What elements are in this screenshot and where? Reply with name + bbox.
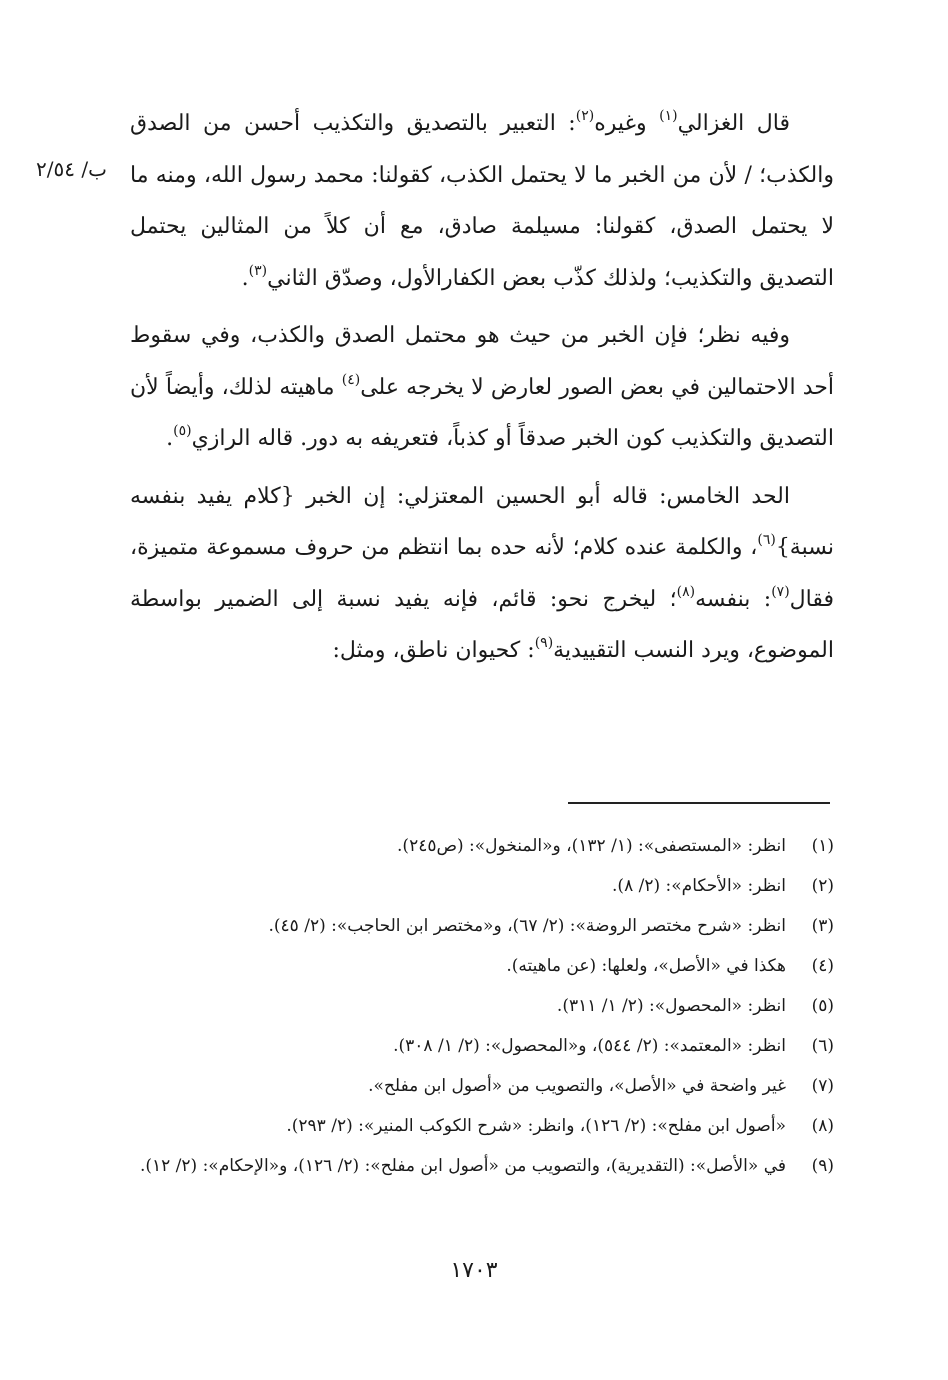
footnotes [130,826,834,1186]
main-text [130,98,834,683]
footnote-number: (٢) [811,876,834,896]
footnote [130,1106,834,1146]
footnote [130,826,834,866]
paragraph: قال الغزالي$^{(١)}$ وغيره$^{(٢)}$: التعبير بالتصديق والتكذيب أحسن من الصدق والكذب؛ / لأن من الخبر ما لا يحتمل الكذب، كقولنا: محمد رسول الله، ومنه ما لا يحتمل الصدق، كقولنا: مسيلمة صادق، مع أن كلاً من المثالين يحتمل التصديق والتكذيب؛ ولذلك كذّب بعض الكفارالأول، وصدّق الثاني$^{(٣)}$. [130,108,834,291]
footnote-marker: (٣) [248,262,268,279]
paragraph: الحد الخامس: قاله أبو الحسين المعتزلي: إن الخبر {كلام يفيد بنفسه نسبة}$^{(٦)}$، والكلمة عنده كلام؛ لأنه حده بما انتظم من حروف مسموعة متميزة، فقال$^{(٧)}$: بنفسه$^{(٨)}$؛ ليخرج نحو: قائم، فإنه يفيد نسبة إلى الضمير بواسطة الموضوع، ويرد النسب التقييدية$^{(٩)}$: كحيوان ناطق، ومثل: [130,483,834,663]
footnote-number: (٤) [811,956,834,976]
footnote-separator [568,802,830,804]
footnote [130,1066,834,1106]
footnote [130,986,834,1026]
footnote-marker: (٩) [534,635,554,651]
footnote-text: غير واضحة في «الأصل»، والتصويب من «أصول ابن مفلح». [368,1076,786,1096]
footnote-number: (٣) [811,916,834,936]
footnote [130,906,834,946]
footnote-number: (٩) [811,1156,834,1176]
footnote-marker: (٨) [676,583,696,600]
footnote-text: انظر: «شرح مختصر الروضة»: (٢/ ٦٧)، و«مختصر ابن الحاجب»: (٢/ ٤٥). [268,916,786,936]
page-number: ١٧٠٣ [450,1258,498,1283]
footnote-number: (٧) [811,1076,834,1096]
footnote-marker: (١) [659,108,678,124]
paragraph: وفيه نظر؛ فإن الخبر من حيث هو محتمل الصدق والكذب، وفي سقوط أحد الاحتمالين في بعض الصور لعارض لا يخرجه على$^{(٤)}$ ماهيته لذلك، وأيضاً لأن التصديق والتكذيب كون الخبر صدقاً أو كذباً، فتعريفه به دور. قاله الرازي$^{(٥)}$. [130,323,834,451]
footnote-text: هكذا في «الأصل»، ولعلها: (عن ماهيته). [506,956,786,976]
footnote-text: «أصول ابن مفلح»: (٢/ ١٢٦)، وانظر: «شرح الكوكب المنير»: (٢/ ٢٩٣). [286,1116,786,1136]
footnote [130,946,834,986]
footnote-marker: (٢) [575,108,595,124]
footnote [130,866,834,906]
footnote-text: انظر: «المعتمد»: (٢/ ٥٤٤)، و«المحصول»: (٢/ ١/ ٣٠٨). [393,1036,786,1056]
footnote-marker: (٥) [173,423,192,439]
footnote-marker: (٧) [771,583,790,600]
footnote-number: (١) [811,836,834,856]
footnote-text: انظر: «الأحكام»: (٢/ ٨). [612,876,786,896]
footnote-text: انظر: «المستصفى»: (١/ ١٣٢)، و«المنخول»: (ص٢٤٥). [397,836,786,856]
footnote-number: (٦) [811,1036,834,1056]
margin-folio-note: ب/ ٢/٥٤ [36,157,107,181]
footnote-marker: (٤) [341,371,361,388]
footnote [130,1146,834,1186]
footnote-text: في «الأصل»: (التقديرية)، والتصويب من «أصول ابن مفلح»: (٢/ ١٢٦)، و«الإحكام»: (٢/ ١٢). [139,1156,786,1176]
footnote [130,1026,834,1066]
footnote-number: (٨) [811,1116,834,1136]
footnote-text: انظر: «المحصول»: (٢/ ١/ ٣١١). [556,996,786,1016]
footnote-marker: (٦) [757,532,776,548]
footnote-number: (٥) [811,996,834,1016]
